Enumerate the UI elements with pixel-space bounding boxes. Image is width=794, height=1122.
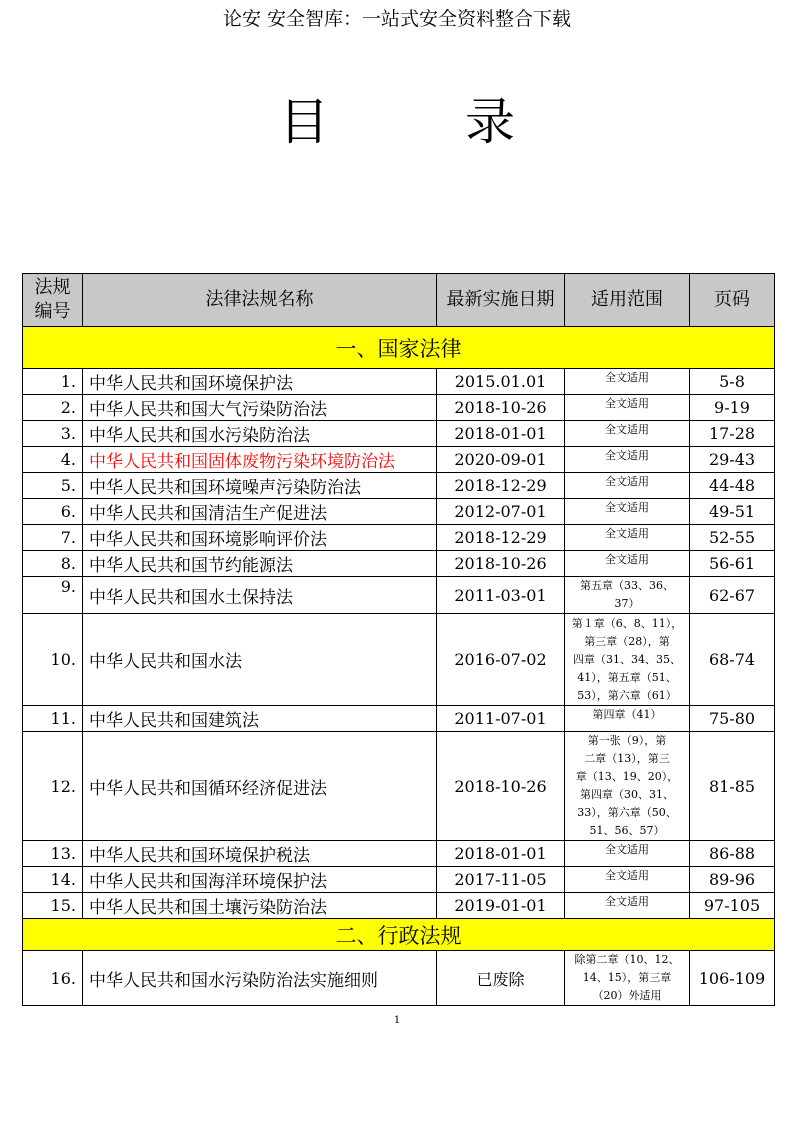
scope	[565, 732, 690, 841]
scope-line: 51、56、57）	[589, 824, 665, 837]
scope	[565, 473, 690, 499]
page-range[interactable]: 75-80	[690, 706, 775, 732]
scope	[565, 867, 690, 893]
law-name[interactable]: 中华人民共和国节约能源法	[83, 551, 437, 577]
scope	[565, 951, 690, 1006]
scope-line: 全文适用	[605, 397, 649, 410]
table-row	[23, 447, 775, 473]
page-header: 论安 安全智库：一站式安全资料整合下载	[222, 8, 572, 30]
page-range[interactable]: 17-28	[690, 421, 775, 447]
row-number: 16.	[23, 951, 83, 1006]
row-number: 11.	[23, 706, 83, 732]
scope	[565, 577, 690, 614]
section-row	[23, 327, 775, 369]
page-range[interactable]: 44-48	[690, 473, 775, 499]
page-range[interactable]: 86-88	[690, 841, 775, 867]
scope-line: 四章（31、34、35、	[573, 652, 681, 666]
scope-line: 第一张（9），第	[587, 734, 667, 747]
page-range[interactable]: 49-51	[690, 499, 775, 525]
law-name[interactable]: 中华人民共和国固体废物污染环境防治法	[83, 447, 437, 473]
effective-date: 2018-12-29	[437, 473, 565, 499]
law-name[interactable]: 中华人民共和国循环经济促进法	[83, 732, 437, 841]
toc-table	[22, 273, 775, 1006]
col-header-scope: 适用范围	[565, 274, 690, 327]
scope-line: 全文适用	[605, 423, 649, 436]
row-number: 10.	[23, 614, 83, 706]
row-number: 9.	[23, 577, 83, 614]
law-name[interactable]: 中华人民共和国建筑法	[83, 706, 437, 732]
row-number: 15.	[23, 893, 83, 919]
law-name[interactable]: 中华人民共和国水法	[83, 614, 437, 706]
section-title: 一、国家法律	[23, 327, 775, 369]
table-row	[23, 951, 775, 1006]
law-name[interactable]: 中华人民共和国环境影响评价法	[83, 525, 437, 551]
effective-date: 2019-01-01	[437, 893, 565, 919]
scope-line: 全文适用	[605, 475, 649, 488]
scope-line: 41），第五章（51、	[577, 670, 677, 684]
effective-date: 2018-10-26	[437, 395, 565, 421]
scope-line: 全文适用	[605, 501, 649, 514]
row-number: 12.	[23, 732, 83, 841]
table-row	[23, 525, 775, 551]
law-name[interactable]: 中华人民共和国环境噪声污染防治法	[83, 473, 437, 499]
scope	[565, 421, 690, 447]
table-row	[23, 893, 775, 919]
law-name[interactable]: 中华人民共和国清洁生产促进法	[83, 499, 437, 525]
page-range[interactable]: 68-74	[690, 614, 775, 706]
scope-line: 二章（13），第三	[584, 752, 670, 765]
table-row	[23, 867, 775, 893]
page-range[interactable]: 56-61	[690, 551, 775, 577]
scope-line: 第四章（30、31、	[580, 788, 674, 801]
effective-date: 2018-10-26	[437, 732, 565, 841]
scope-line: 全文适用	[605, 527, 649, 540]
effective-date: 2012-07-01	[437, 499, 565, 525]
scope-line: 全文适用	[605, 449, 649, 462]
row-number: 13.	[23, 841, 83, 867]
scope-line: 全文适用	[605, 843, 649, 856]
law-name[interactable]: 中华人民共和国环境保护税法	[83, 841, 437, 867]
table-row	[23, 473, 775, 499]
effective-date: 2018-01-01	[437, 841, 565, 867]
scope-line: 除第二章（10、12、	[574, 953, 680, 966]
effective-date: 2017-11-05	[437, 867, 565, 893]
row-number: 14.	[23, 867, 83, 893]
effective-date: 2018-12-29	[437, 525, 565, 551]
law-name[interactable]: 中华人民共和国土壤污染防治法	[83, 893, 437, 919]
law-name[interactable]: 中华人民共和国大气污染防治法	[83, 395, 437, 421]
law-name[interactable]: 中华人民共和国环境保护法	[83, 369, 437, 395]
scope-line: 33），第六章（50、	[577, 806, 677, 819]
page-range[interactable]: 5-8	[690, 369, 775, 395]
row-number: 6.	[23, 499, 83, 525]
scope	[565, 706, 690, 732]
table-row	[23, 577, 775, 614]
effective-date: 2018-10-26	[437, 551, 565, 577]
row-number: 3.	[23, 421, 83, 447]
scope-line: 第五章（33、36、	[580, 579, 674, 592]
effective-date: 2015.01.01	[437, 369, 565, 395]
scope-line: 53），第六章（61）	[577, 688, 677, 702]
row-number: 1.	[23, 369, 83, 395]
table-row	[23, 395, 775, 421]
scope	[565, 447, 690, 473]
scope-line: 章（13、19、20），	[575, 770, 679, 783]
scope-line: 第三章（28），第	[584, 634, 670, 648]
row-number: 8.	[23, 551, 83, 577]
scope-line: 37）	[614, 597, 640, 610]
effective-date: 2018-01-01	[437, 421, 565, 447]
effective-date: 已废除	[437, 951, 565, 1006]
law-name[interactable]: 中华人民共和国水污染防治法	[83, 421, 437, 447]
row-number: 7.	[23, 525, 83, 551]
scope	[565, 893, 690, 919]
scope	[565, 395, 690, 421]
scope-line: 全文适用	[605, 869, 649, 882]
table-row	[23, 369, 775, 395]
col-header-date: 最新实施日期	[437, 274, 565, 327]
scope-line: 全文适用	[605, 371, 649, 384]
table-row	[23, 732, 775, 841]
page-range[interactable]: 9-19	[690, 395, 775, 421]
col-header-number	[23, 274, 83, 327]
scope	[565, 551, 690, 577]
effective-date: 2011-03-01	[437, 577, 565, 614]
row-number: 4.	[23, 447, 83, 473]
col-header-name: 法律法规名称	[83, 274, 437, 327]
scope-line: （20）外适用	[592, 989, 662, 1002]
row-number: 2.	[23, 395, 83, 421]
table-row	[23, 614, 775, 706]
table-row	[23, 551, 775, 577]
effective-date: 2011-07-01	[437, 706, 565, 732]
row-number: 5.	[23, 473, 83, 499]
page-range[interactable]: 106-109	[690, 951, 775, 1006]
page-number: 1	[393, 1015, 401, 1026]
effective-date: 2016-07-02	[437, 614, 565, 706]
scope-line: 全文适用	[605, 895, 649, 908]
page-range[interactable]: 81-85	[690, 732, 775, 841]
section-title: 二、行政法规	[23, 919, 775, 951]
law-name[interactable]: 中华人民共和国水污染防治法实施细则	[83, 951, 437, 1006]
scope-line: 第１章（6、8、11），	[571, 616, 683, 630]
table-row	[23, 421, 775, 447]
scope-line: 第四章（41）	[592, 708, 662, 721]
scope	[565, 499, 690, 525]
section-row	[23, 919, 775, 951]
table-row	[23, 706, 775, 732]
scope	[565, 614, 690, 706]
page-range[interactable]: 62-67	[690, 577, 775, 614]
law-name[interactable]: 中华人民共和国水土保持法	[83, 577, 437, 614]
effective-date: 2020-09-01	[437, 447, 565, 473]
scope-line: 全文适用	[605, 553, 649, 566]
law-name[interactable]: 中华人民共和国海洋环境保护法	[83, 867, 437, 893]
scope	[565, 525, 690, 551]
page-range[interactable]: 89-96	[690, 867, 775, 893]
page-title: 目 录	[279, 93, 575, 151]
page-range[interactable]: 52-55	[690, 525, 775, 551]
scope	[565, 369, 690, 395]
col-header-pages: 页码	[690, 274, 775, 327]
scope	[565, 841, 690, 867]
table-row	[23, 841, 775, 867]
scope-line: 14、15），第三章	[582, 971, 672, 984]
page-range[interactable]: 29-43	[690, 447, 775, 473]
page-range[interactable]: 97-105	[690, 893, 775, 919]
table-row	[23, 499, 775, 525]
col-header-number-text: 法规 编号	[34, 277, 71, 322]
